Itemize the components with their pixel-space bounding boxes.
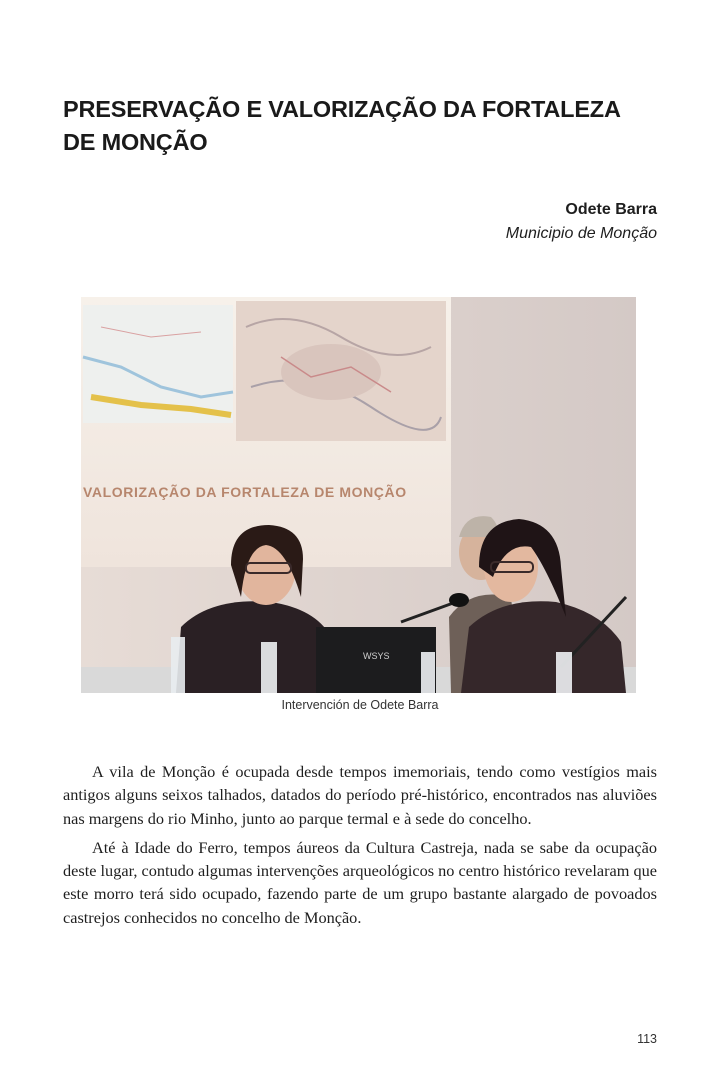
bottle xyxy=(261,642,277,693)
bottle xyxy=(171,637,185,693)
article-title xyxy=(63,93,663,159)
photo-caption: Intervención de Odete Barra xyxy=(281,698,439,712)
author-block xyxy=(506,198,657,246)
paragraph: Até à Idade do Ferro, tempos áureos da Cultura Castreja, nada se sabe da ocupação deste lugar, contudo algumas intervenções arqueológicos no centro histórico revelaram que este morro terá sido ocupado, fazendo parte de um grupo bastante alargado de povoados castrejos conhecidos no concelho de Monção. xyxy=(63,837,657,927)
author-name: Odete Barra xyxy=(565,201,657,218)
author-affiliation: Municipio de Monção xyxy=(505,225,657,242)
title-line-1: PRESERVAÇÃO E VALORIZAÇÃO DA FORTALEZA xyxy=(63,96,621,122)
bottle xyxy=(556,652,572,693)
conference-photo xyxy=(81,297,636,693)
paragraph: A vila de Monção é ocupada desde tempos imemoriais, tendo como vestígios mais antigos alguns seixos talhados, datados do período pré-histórico, encontrados nas aluviões nas margens do rio Minho, junto ao parque termal e à sede do concelho. xyxy=(63,762,657,828)
article-body xyxy=(63,760,657,935)
laptop-logo: WSYS xyxy=(363,651,390,661)
bottle xyxy=(421,652,435,693)
title-line-2: DE MONÇÃO xyxy=(63,129,208,155)
photo-illustration xyxy=(81,297,636,693)
slide-title-text: VALORIZAÇÃO DA FORTALEZA DE MONÇÃO xyxy=(83,484,407,500)
page-number: 113 xyxy=(637,1032,657,1046)
